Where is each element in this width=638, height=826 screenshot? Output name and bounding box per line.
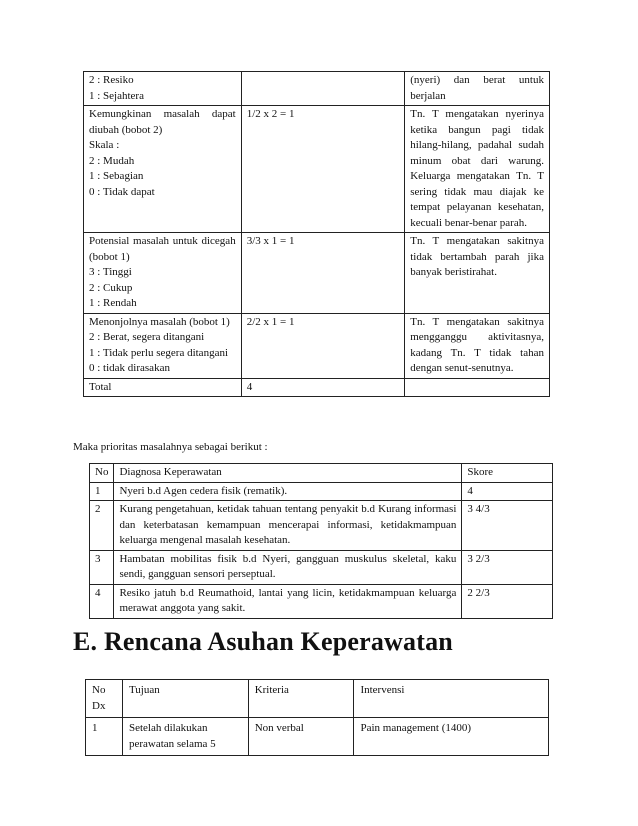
priority-score: 4	[462, 482, 553, 501]
priority-no: 3	[90, 550, 114, 584]
header-score: Skore	[462, 464, 553, 483]
priority-diagnosis: Resiko jatuh b.d Reumathoid, lantai yang licin, ketidakmampuan keluarga merawat anggota yang sakit.	[114, 584, 462, 618]
priority-no: 4	[90, 584, 114, 618]
priority-row	[90, 482, 553, 501]
justification-cell	[405, 378, 550, 397]
score-cell: 2/2 x 1 = 1	[241, 313, 405, 378]
scoring-row	[84, 378, 550, 397]
care-plan-no: 1	[86, 718, 123, 756]
justification-cell	[405, 72, 550, 106]
scoring-row	[84, 106, 550, 233]
criteria-cell	[84, 378, 242, 397]
criteria-line: 2 : Berat, segera ditangani	[89, 331, 205, 343]
priority-diagnosis: Hambatan mobilitas fisik b.d Nyeri, gangguan muskulus skeletal, kaku sendi, gangguan sensori perseptual.	[114, 550, 462, 584]
priority-score: 3 2/3	[462, 550, 553, 584]
justification-text: Tn. T mengatakan nyerinya ketika bangun pagi tidak hilang-hilang, padahal sudah minum obat dari warung. Keluarga mengatakan Tn. T sering tidak mau diajak ke tempat pelayanan kesehatan, kecuali benar-benar parah.	[410, 108, 544, 229]
criteria-line: Potensial masalah untuk dicegah (bobot 1)	[89, 235, 236, 263]
care-plan-row	[86, 718, 549, 756]
care-plan-header	[86, 680, 549, 718]
criteria-line: Kemungkinan masalah dapat diubah (bobot 2)	[89, 108, 236, 136]
criteria-line: 1 : Sejahtera	[89, 89, 144, 102]
header-no-dx: No Dx	[86, 680, 123, 718]
score-cell	[241, 72, 405, 106]
score-cell: 1/2 x 2 = 1	[241, 106, 405, 233]
priority-table-header	[90, 464, 553, 483]
criteria-line: 1 : Rendah	[89, 297, 137, 309]
priority-diagnosis: Nyeri b.d Agen cedera fisik (rematik).	[114, 482, 462, 501]
scoring-row	[84, 72, 550, 106]
justification-text: (nyeri) dan berat untuk berjalan	[410, 74, 544, 102]
care-plan-criteria: Non verbal	[248, 718, 354, 756]
priority-score: 3 4/3	[462, 501, 553, 551]
criteria-line: Total	[89, 380, 112, 393]
criteria-cell	[84, 313, 242, 378]
section-heading: E. Rencana Asuhan Keperawatan	[73, 627, 453, 656]
priority-row	[90, 501, 553, 551]
criteria-line: 0 : Tidak dapat	[89, 185, 155, 198]
header-no: No	[90, 464, 114, 483]
justification-cell	[405, 313, 550, 378]
score-cell: 4	[241, 378, 405, 397]
priority-row	[90, 550, 553, 584]
header-intervention: Intervensi	[354, 680, 549, 718]
criteria-line: Skala :	[89, 139, 120, 151]
criteria-line: 2 : Resiko	[89, 74, 134, 86]
priority-no: 1	[90, 482, 114, 501]
priority-intro-text: Maka prioritas masalahnya sebagai berikut :	[73, 441, 268, 453]
criteria-line: Menonjolnya masalah (bobot 1)	[89, 315, 230, 328]
criteria-line: 1 : Sebagian	[89, 170, 144, 182]
priority-table	[89, 463, 553, 619]
criteria-cell	[84, 72, 242, 106]
care-plan-table	[85, 679, 549, 756]
header-goal: Tujuan	[122, 680, 248, 718]
justification-text: Tn. T mengatakan sakitnya tidak bertambah parah jika banyak beristirahat.	[410, 235, 544, 278]
criteria-line: 2 : Mudah	[89, 154, 135, 167]
criteria-line: 3 : Tinggi	[89, 266, 132, 278]
scoring-row	[84, 313, 550, 378]
scoring-table	[83, 71, 550, 397]
score-cell: 3/3 x 1 = 1	[241, 233, 405, 314]
criteria-line: 1 : Tidak perlu segera ditangani	[89, 346, 229, 359]
criteria-line: 0 : tidak dirasakan	[89, 362, 170, 374]
criteria-line: 2 : Cukup	[89, 281, 133, 294]
care-plan-goal: Setelah dilakukan perawatan selama 5	[122, 718, 248, 756]
header-diagnosis: Diagnosa Keperawatan	[114, 464, 462, 483]
criteria-cell	[84, 106, 242, 233]
care-plan-intervention: Pain management (1400)	[354, 718, 549, 756]
priority-score: 2 2/3	[462, 584, 553, 618]
justification-cell	[405, 233, 550, 314]
priority-no: 2	[90, 501, 114, 551]
justification-cell	[405, 106, 550, 233]
header-criteria: Kriteria	[248, 680, 354, 718]
criteria-cell	[84, 233, 242, 314]
priority-row	[90, 584, 553, 618]
scoring-row	[84, 233, 550, 314]
justification-text: Tn. T mengatakan sakitnya mengganggu aktivitasnya, kadang Tn. T tidak tahan dengan senut-senutnya.	[410, 315, 544, 374]
priority-diagnosis: Kurang pengetahuan, ketidak tahuan tentang penyakit b.d Kurang informasi dan keterbatasan kemampuan mencerapai informasi, ketidakmampuan keluarga mengenal masalah kesehatan.	[114, 501, 462, 551]
